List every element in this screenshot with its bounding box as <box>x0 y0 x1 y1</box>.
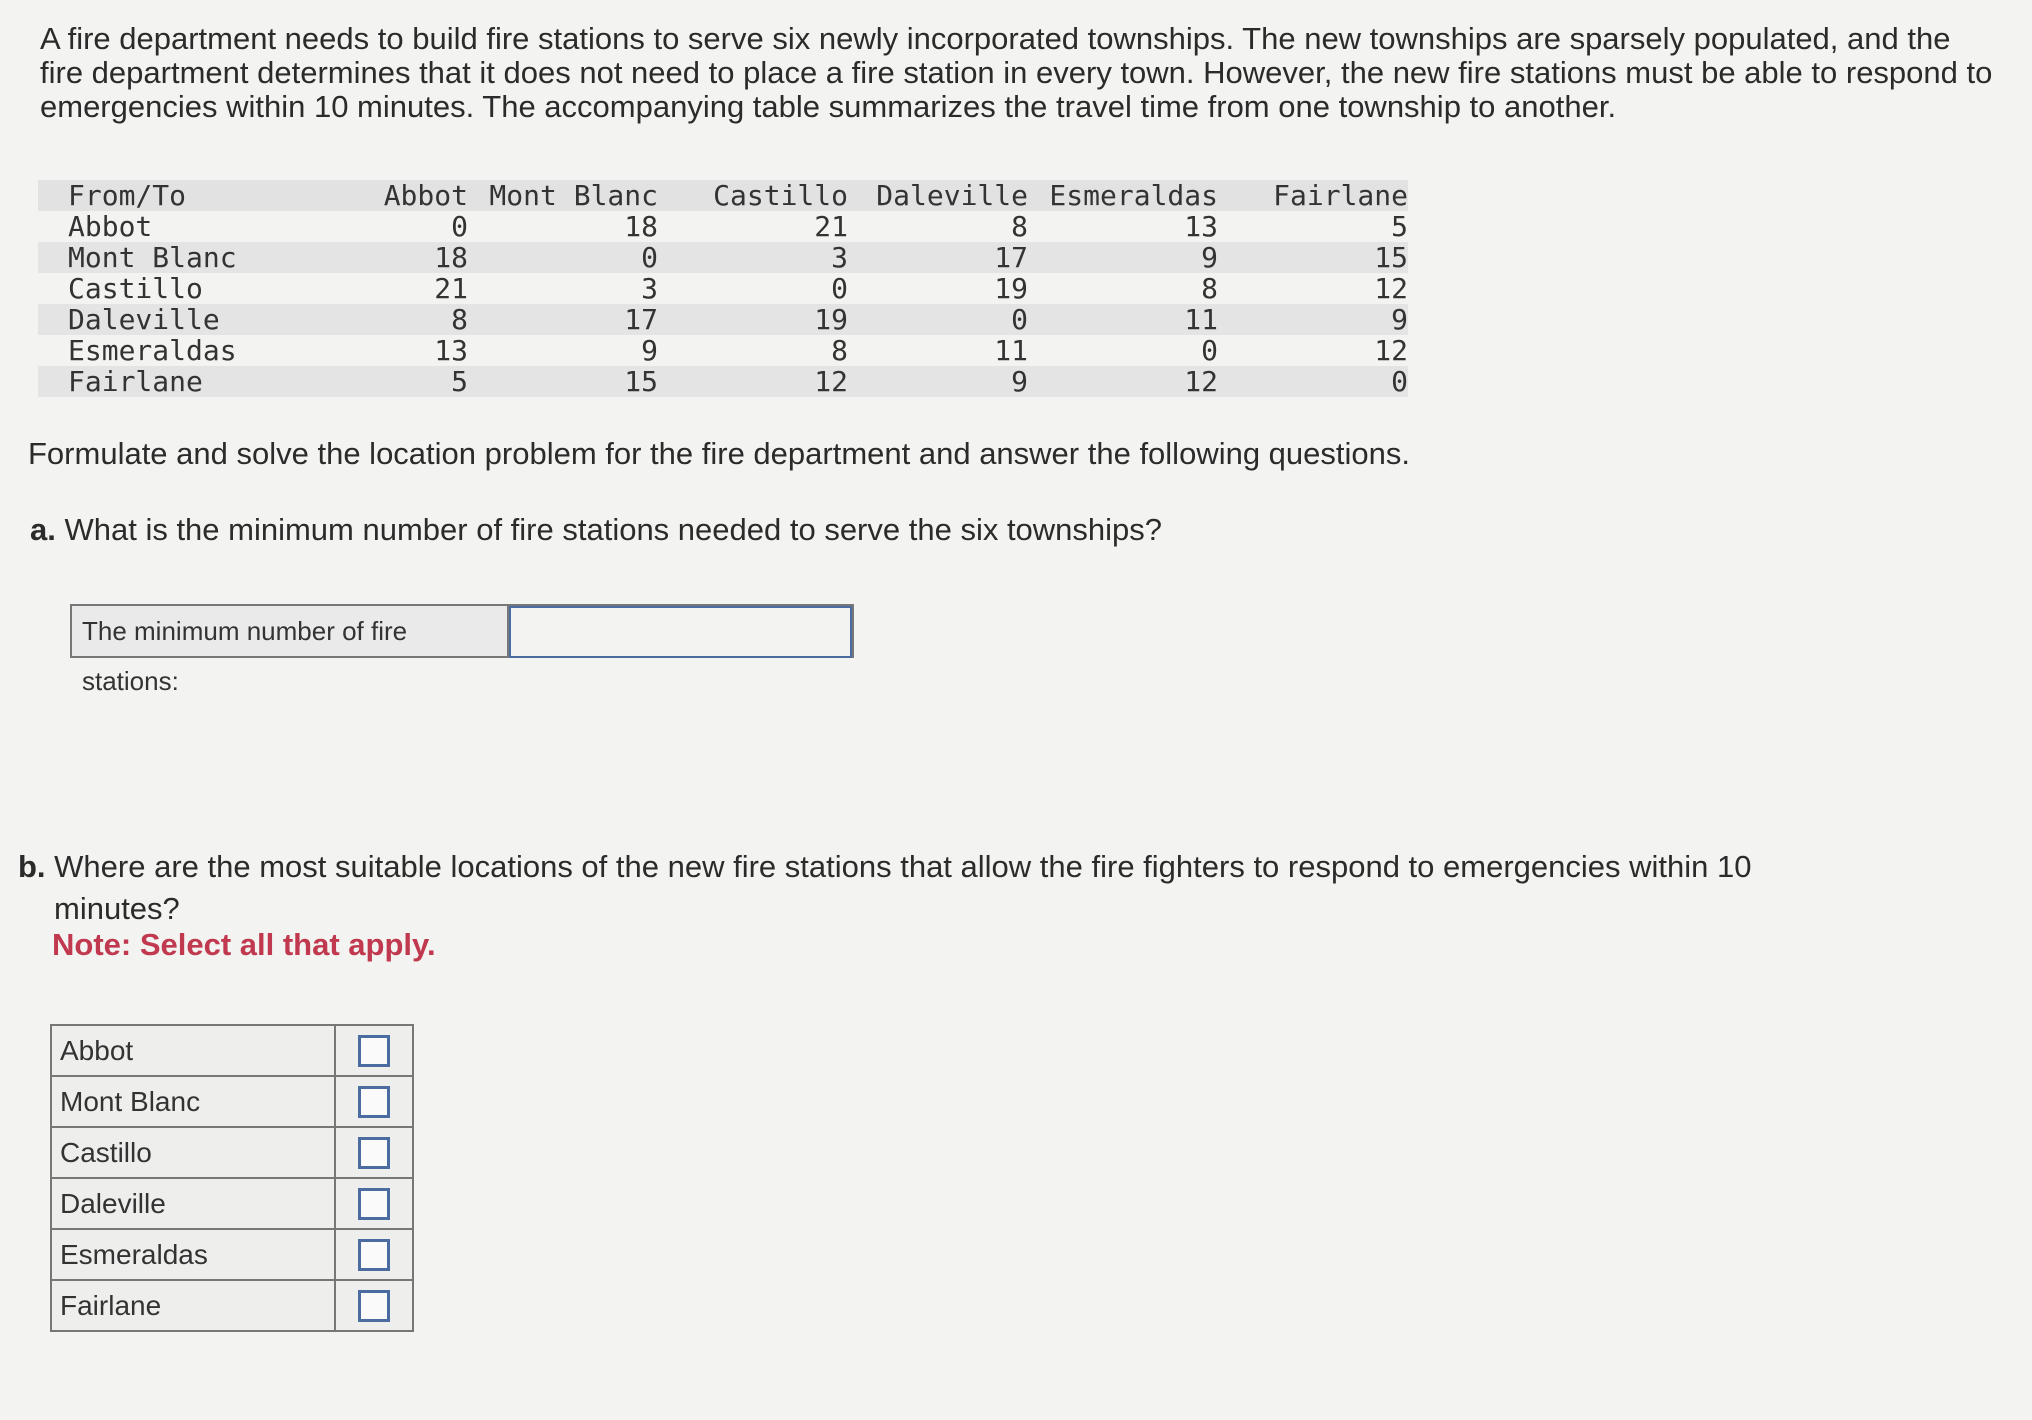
column-header: Fairlane <box>1273 179 1408 212</box>
row-header: Daleville <box>68 303 220 336</box>
table-cell: 17 <box>994 241 1028 274</box>
question-a-text: What is the minimum number of fire stations needed to serve the six townships? <box>55 512 1163 547</box>
table-cell: 0 <box>641 241 658 274</box>
table-cell: 21 <box>434 272 468 305</box>
table-cell: 12 <box>1374 272 1408 305</box>
table-cell: 9 <box>1201 241 1218 274</box>
table-cell: 13 <box>1184 210 1218 243</box>
option-label: Fairlane <box>52 1281 336 1330</box>
table-cell: 3 <box>831 241 848 274</box>
table-cell: 11 <box>994 334 1028 367</box>
table-cell: 19 <box>994 272 1028 305</box>
option-label: Esmeraldas <box>52 1230 336 1279</box>
table-corner-header: From/To <box>68 179 187 212</box>
select-all-note: Note: Select all that apply. <box>52 927 436 962</box>
option-checkbox-cell[interactable] <box>336 1179 412 1228</box>
table-row <box>38 335 1408 366</box>
option-checkbox-cell[interactable] <box>336 1077 412 1126</box>
table-cell: 12 <box>814 365 848 398</box>
table-cell: 0 <box>1201 334 1218 367</box>
row-header: Esmeraldas <box>68 334 237 367</box>
table-cell: 18 <box>434 241 468 274</box>
table-cell: 12 <box>1374 334 1408 367</box>
question-a <box>30 512 1162 548</box>
checkbox-daleville[interactable] <box>358 1188 390 1220</box>
table-cell: 9 <box>1011 365 1028 398</box>
row-header: Mont Blanc <box>68 241 237 274</box>
option-label: Daleville <box>52 1179 336 1228</box>
table-cell: 17 <box>624 303 658 336</box>
option-label: Abbot <box>52 1026 336 1075</box>
table-cell: 8 <box>451 303 468 336</box>
table-cell: 15 <box>1374 241 1408 274</box>
table-cell: 8 <box>1011 210 1028 243</box>
table-row <box>38 242 1408 273</box>
option-checkbox-cell[interactable] <box>336 1281 412 1330</box>
column-header: Esmeraldas <box>1049 179 1218 212</box>
table-cell: 11 <box>1184 303 1218 336</box>
question-b <box>18 846 1978 930</box>
option-checkbox-cell[interactable] <box>336 1230 412 1279</box>
option-row-abbot <box>52 1026 412 1077</box>
question-b-text-cont: minutes? <box>54 891 180 926</box>
answer-a-row <box>70 604 854 696</box>
table-row <box>38 304 1408 335</box>
checkbox-castillo[interactable] <box>358 1137 390 1169</box>
table-cell: 13 <box>434 334 468 367</box>
option-row-castillo <box>52 1128 412 1179</box>
column-header: Abbot <box>383 179 468 212</box>
table-cell: 21 <box>814 210 848 243</box>
table-cell: 12 <box>1184 365 1218 398</box>
question-a-letter: a. <box>30 512 56 547</box>
question-b-text: Where are the most suitable locations of the new fire stations that allow the fire fighters to respond to emergencies within 10 <box>45 849 1752 884</box>
problem-intro: A fire department needs to build fire stations to serve six newly incorporated townships. The new townships are sparsely populated, and the fire department determines that it does not need to place a fire station in every town. However, the new fire stations must be able to respond to emergencies within 10 minutes. The accompanying table summarizes the travel time from one township to another. <box>40 21 1993 124</box>
option-label: Mont Blanc <box>52 1077 336 1126</box>
checkbox-esmeraldas[interactable] <box>358 1239 390 1271</box>
table-cell: 0 <box>1011 303 1028 336</box>
table-row <box>38 211 1408 242</box>
column-header: Daleville <box>876 179 1028 212</box>
table-cell: 0 <box>1391 365 1408 398</box>
table-cell: 3 <box>641 272 658 305</box>
option-row-daleville <box>52 1179 412 1230</box>
table-cell: 0 <box>831 272 848 305</box>
location-options <box>50 1024 414 1332</box>
table-cell: 5 <box>1391 210 1408 243</box>
option-checkbox-cell[interactable] <box>336 1026 412 1075</box>
table-cell: 9 <box>641 334 658 367</box>
row-header: Castillo <box>68 272 203 305</box>
table-cell: 0 <box>451 210 468 243</box>
table-cell: 8 <box>831 334 848 367</box>
option-row-mont-blanc <box>52 1077 412 1128</box>
formulate-instruction: Formulate and solve the location problem for the fire department and answer the following questions. <box>28 436 1410 471</box>
checkbox-fairlane[interactable] <box>358 1290 390 1322</box>
column-header: Castillo <box>713 179 848 212</box>
option-checkbox-cell[interactable] <box>336 1128 412 1177</box>
row-header: Abbot <box>68 210 153 243</box>
min-stations-input[interactable] <box>509 606 852 658</box>
option-label: Castillo <box>52 1128 336 1177</box>
table-cell: 18 <box>624 210 658 243</box>
table-cell: 8 <box>1201 272 1218 305</box>
option-row-esmeraldas <box>52 1230 412 1281</box>
answer-a-label: The minimum number of fire stations: <box>72 606 509 656</box>
table-cell: 9 <box>1391 303 1408 336</box>
option-row-fairlane <box>52 1281 412 1330</box>
table-header-row <box>38 180 1408 211</box>
table-cell: 5 <box>451 365 468 398</box>
row-header: Fairlane <box>68 365 203 398</box>
table-row <box>38 273 1408 304</box>
checkbox-abbot[interactable] <box>358 1035 390 1067</box>
checkbox-mont-blanc[interactable] <box>358 1086 390 1118</box>
table-cell: 19 <box>814 303 848 336</box>
column-header: Mont Blanc <box>489 179 658 212</box>
table-row <box>38 366 1408 397</box>
table-cell: 15 <box>624 365 658 398</box>
travel-time-table <box>38 180 1408 397</box>
question-b-letter: b. <box>18 849 46 884</box>
